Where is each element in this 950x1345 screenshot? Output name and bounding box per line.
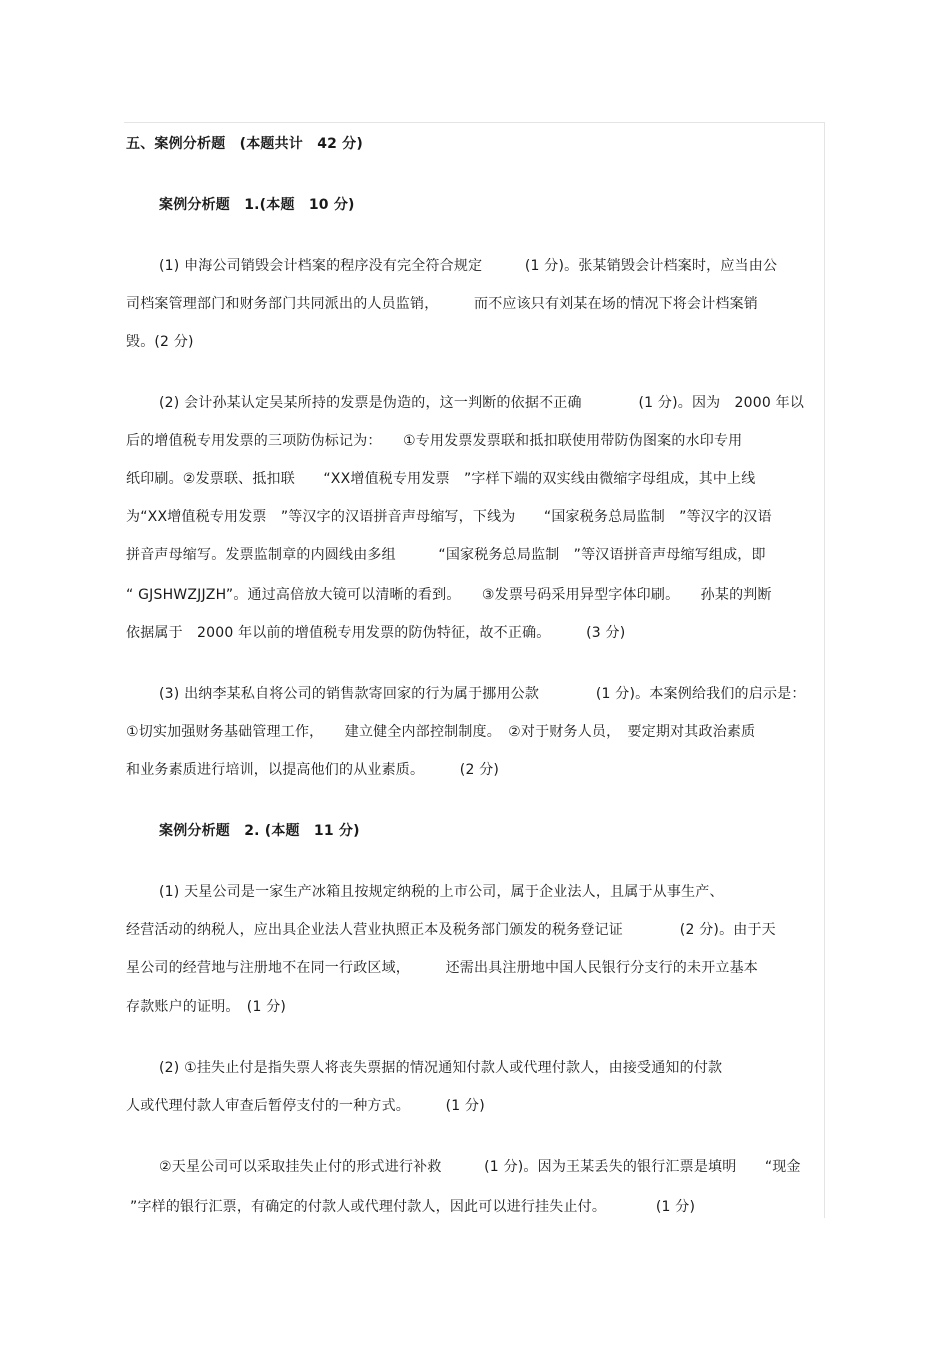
text-line: ②天星公司可以采取挂失止付的形式进行补救 (1 分)。因为王某丢失的银行汇票是填明 “现金 (159, 1159, 801, 1175)
text-line: (1) 天星公司是一家生产冰箱且按规定纳税的上市公司，属于企业法人，且属于从事生产、 (159, 884, 724, 900)
text-line: ”字样的银行汇票，有确定的付款人或代理付款人，因此可以进行挂失止付。 (1 分) (130, 1199, 696, 1215)
text-line: 纸印刷。②发票联、抵扣联 “XX增值税专用发票 ”字样下端的双实线由微缩字母组成，其中上线 (126, 471, 756, 487)
text-line: 依据属于 2000 年以前的增值税专用发票的防伪特征，故不正确。 (3 分) (126, 625, 626, 641)
text-line: 人或代理付款人审查后暂停支付的一种方式。 (1 分) (126, 1098, 485, 1114)
text-line: 毁。(2 分) (126, 334, 194, 350)
text-line: (1) 申海公司销毁会计档案的程序没有完全符合规定 (1 分)。张某销毁会计档案时，应当由公 (159, 258, 778, 274)
text-line: 和业务素质进行培训，以提高他们的从业素质。 (2 分) (126, 762, 500, 778)
text-line: 拼音声母缩写。发票监制章的内圆线由多组 “国家税务总局监制 ”等汉语拼音声母缩写组成，即 (126, 547, 766, 563)
text-line: 司档案管理部门和财务部门共同派出的人员监销， 而不应该只有刘某在场的情况下将会计档案销 (126, 296, 758, 312)
page-frame (124, 122, 825, 1218)
text-line: 后的增值税专用发票的三项防伪标记为： ①专用发票发票联和抵扣联使用带防伪图案的水印专用 (126, 433, 743, 449)
section-title: 五、案例分析题 (本题共计 42 分) (126, 136, 363, 152)
text-line: 为“XX增值税专用发票 ”等汉字的汉语拼音声母缩写，下线为 “国家税务总局监制 ”等汉字的汉语 (126, 509, 772, 525)
text-line: “ GJSHWZJJZH”。通过高倍放大镜可以清晰的看到。 ③发票号码采用异型字体印刷。 孙某的判断 (126, 587, 772, 603)
case1-heading: 案例分析题 1.(本题 10 分) (159, 197, 355, 213)
case2-heading: 案例分析题 2. (本题 11 分) (159, 823, 360, 839)
text-line: 经营活动的纳税人，应出具企业法人营业执照正本及税务部门颁发的税务登记证 (2 分)。由于天 (126, 922, 776, 938)
text-line: (2) 会计孙某认定吴某所持的发票是伪造的，这一判断的依据不正确 (1 分)。因为 2000 年以 (159, 395, 805, 411)
text-line: (2) ①挂失止付是指失票人将丧失票据的情况通知付款人或代理付款人，由接受通知的付款 (159, 1060, 723, 1076)
text-line: 星公司的经营地与注册地不在同一行政区域， 还需出具注册地中国人民银行分支行的未开立基本 (126, 960, 758, 976)
text-line: (3) 出纳李某私自将公司的销售款寄回家的行为属于挪用公款 (1 分)。本案例给我们的启示是： (159, 686, 806, 702)
text-line: ①切实加强财务基础管理工作， 建立健全内部控制制度。 ②对于财务人员， 要定期对其政治素质 (126, 724, 756, 740)
text-line: 存款账户的证明。 (1 分) (126, 999, 287, 1015)
